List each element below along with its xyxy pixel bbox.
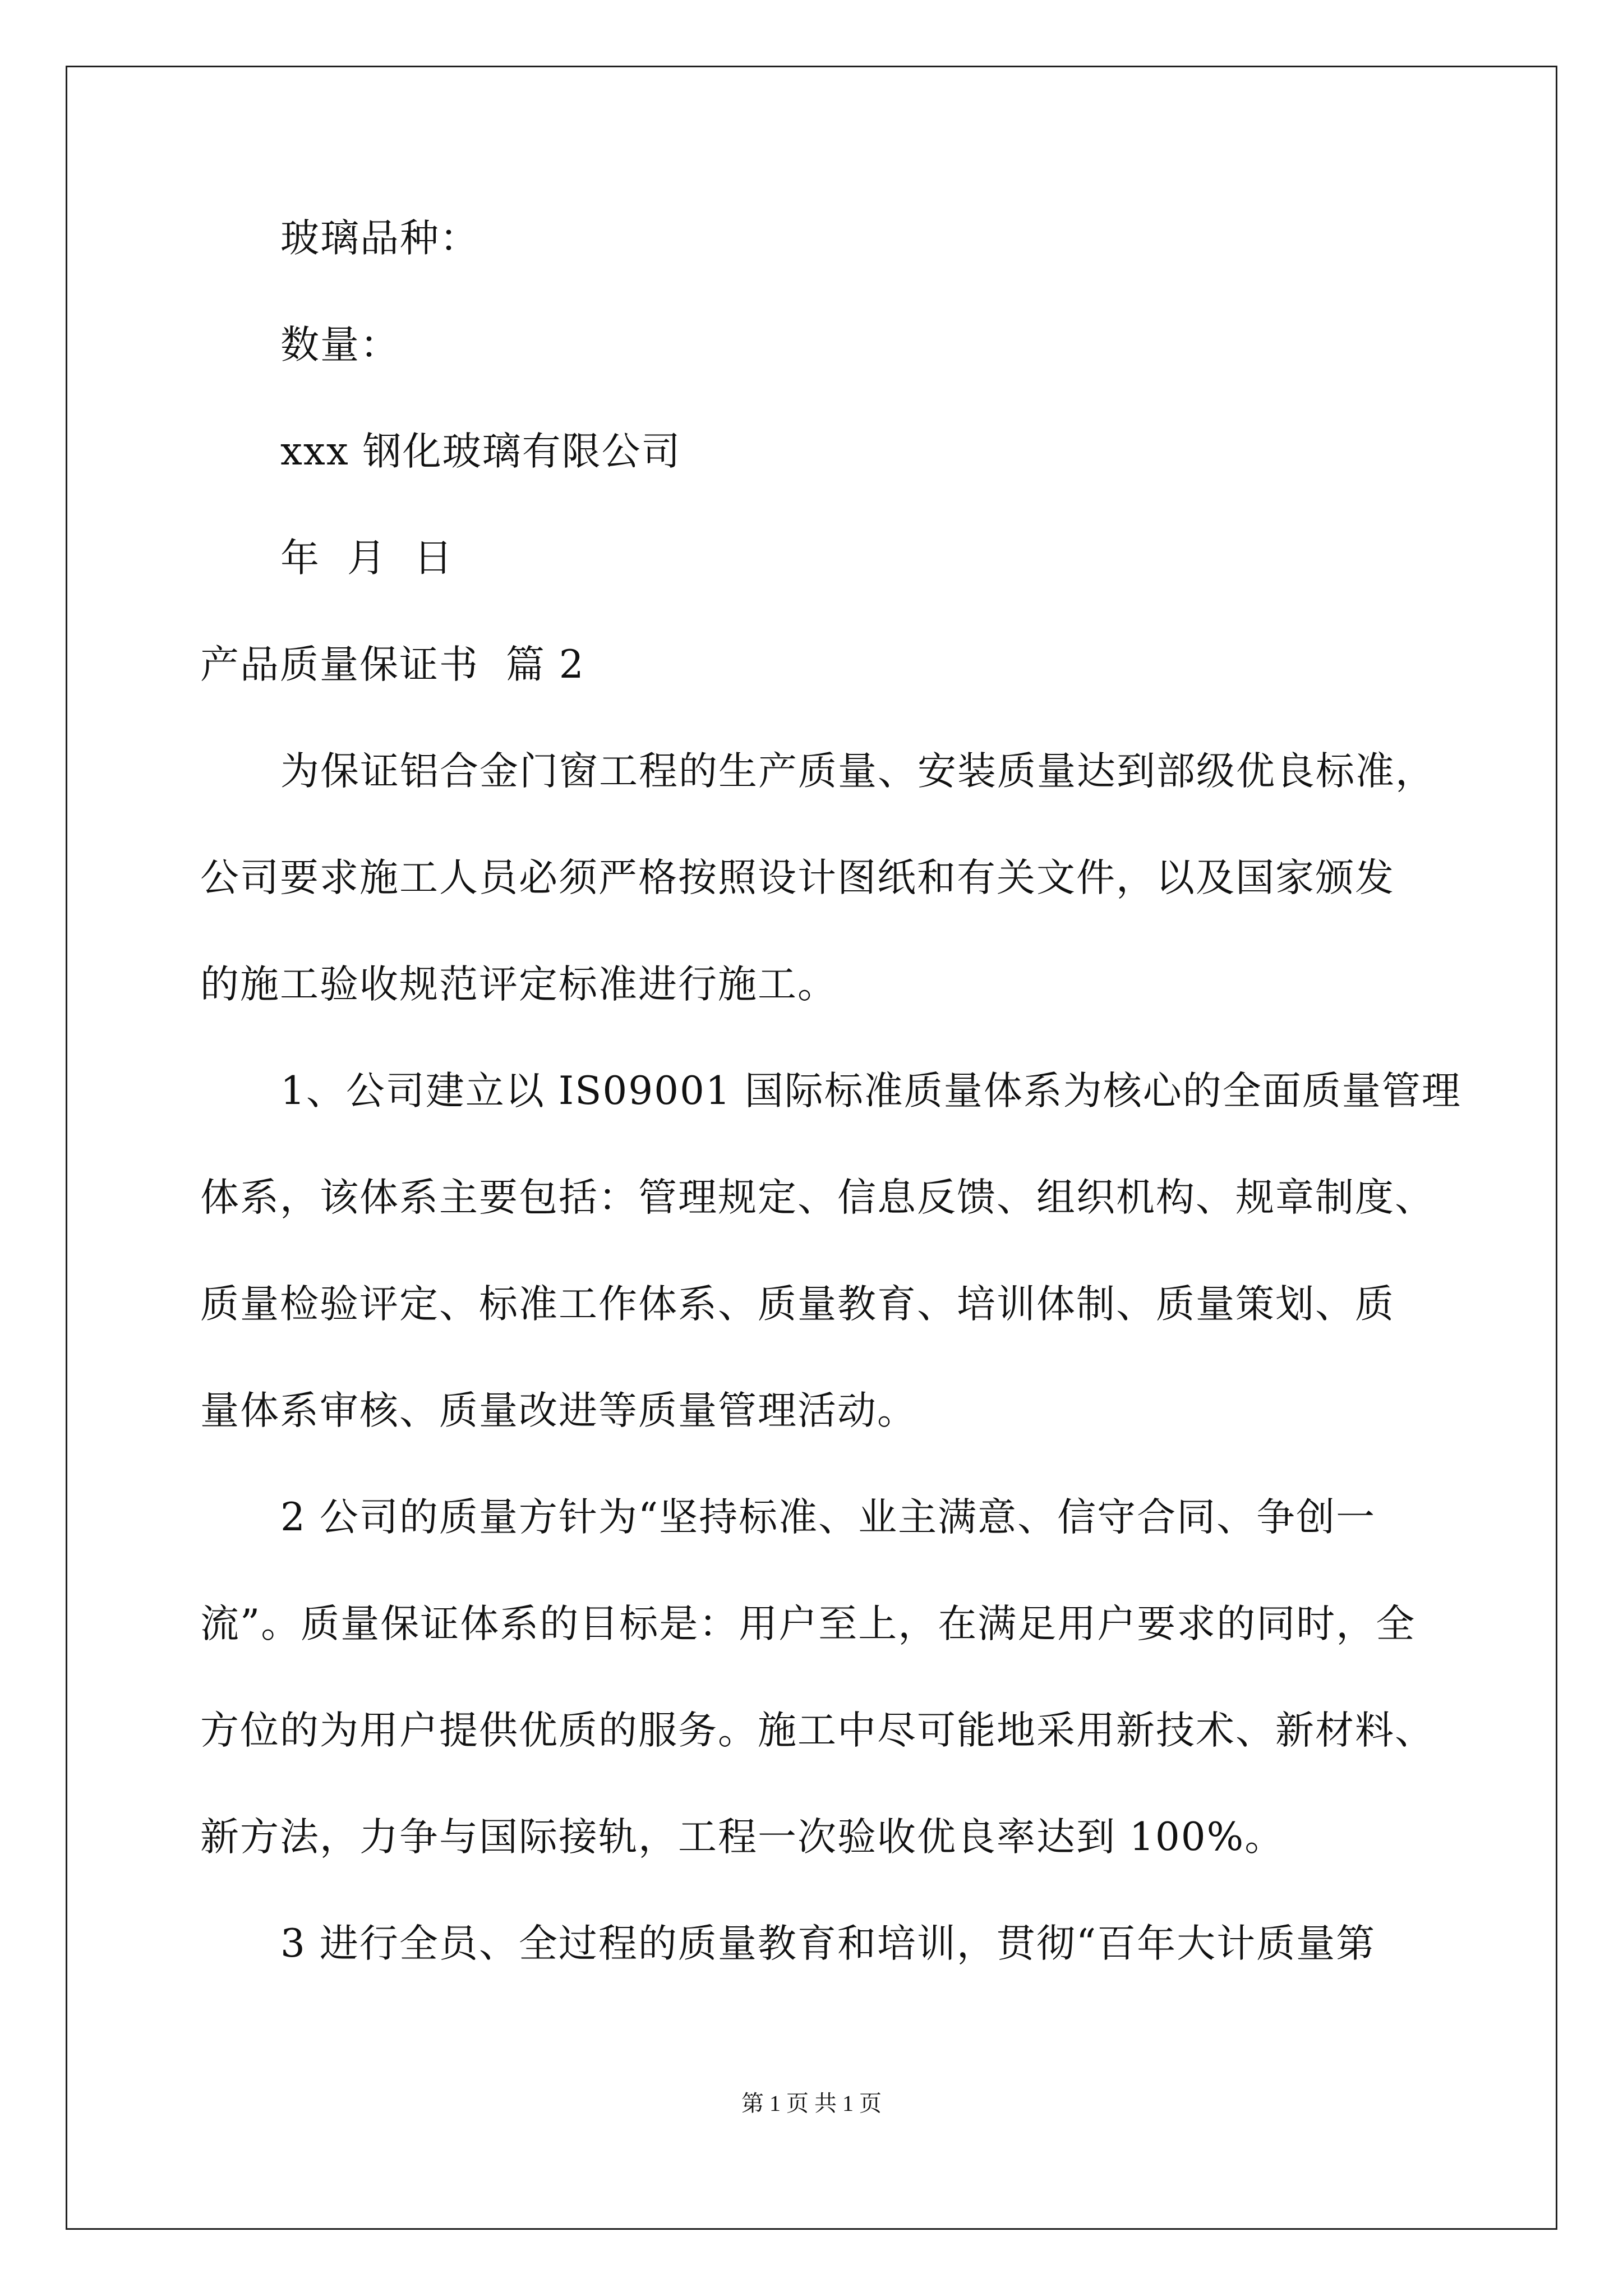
company-name: xxx 钢化玻璃有限公司 [280,429,681,474]
paragraph-line: 的施工验收规范评定标准进行施工。 [200,962,837,1007]
paragraph-line: 流”。质量保证体系的目标是：用户至上，在满足用户要求的同时，全 [200,1602,1416,1646]
page-footer: 第 1 页 共 1 页 [741,2091,882,2116]
field-glass-type: 玻璃品种： [280,216,479,261]
paragraph-line: 为保证铝合金门窗工程的生产质量、安装质量达到部级优良标准， [280,749,1435,794]
paragraph-line: 体系，该体系主要包括：管理规定、信息反馈、组织机构、规章制度、 [200,1175,1435,1220]
page-border [66,66,1557,2230]
paragraph-line: 质量检验评定、标准工作体系、质量教育、培训体制、质量策划、质 [200,1282,1395,1327]
paragraph-line: 方位的为用户提供优质的服务。施工中尽可能地采用新技术、新材料、 [200,1708,1435,1753]
section-heading: 产品质量保证书 篇 2 [200,642,585,687]
paragraph-line: 量体系审核、质量改进等质量管理活动。 [200,1388,917,1433]
date-line: 年 月 日 [280,536,454,581]
paragraph-line: 公司要求施工人员必须严格按照设计图纸和有关文件，以及国家颁发 [200,855,1395,900]
paragraph-line: 1、公司建立以 IS09001 国际标准质量体系为核心的全面质量管理 [280,1069,1461,1114]
paragraph-line: 2 公司的质量方针为“坚持标准、业主满意、信守合同、争创一 [280,1495,1376,1540]
field-quantity: 数量： [280,323,400,367]
paragraph-line: 新方法，力争与国际接轨，工程一次验收优良率达到 100%。 [200,1815,1285,1860]
paragraph-line: 3 进行全员、全过程的质量教育和培训，贯彻“百年大计质量第 [280,1921,1376,1966]
